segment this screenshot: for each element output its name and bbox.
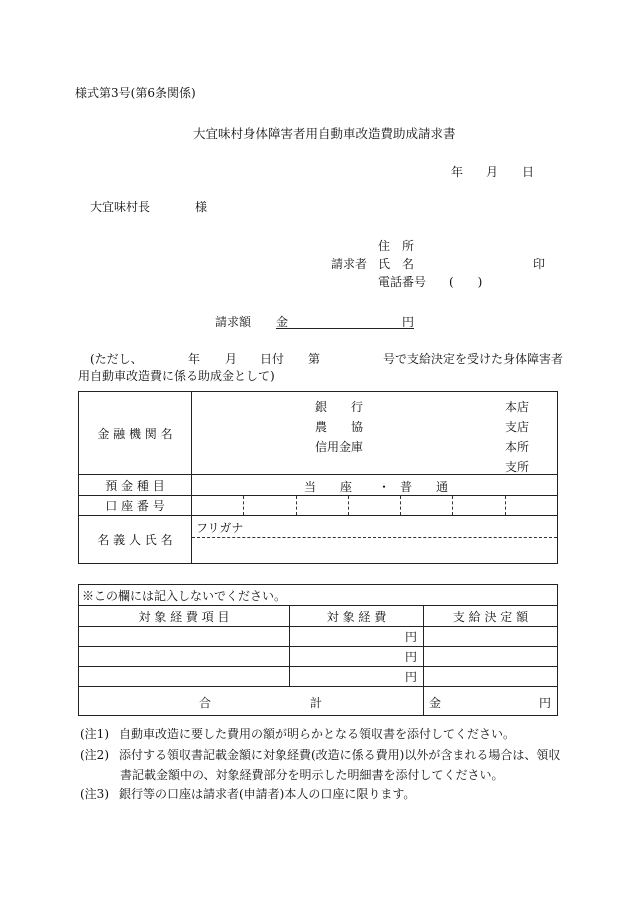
header-expense-item: 対 象 経 費 項 目 (79, 606, 290, 627)
table-row (79, 627, 558, 647)
deposit-type-label: 預 金 種 目 (79, 475, 192, 496)
institution-field[interactable] (192, 392, 558, 475)
seal-mark: 印 (533, 257, 546, 271)
account-number-label: 口 座 番 号 (79, 496, 192, 516)
expense-amount-cell[interactable]: 円 (290, 627, 424, 647)
bank-account-table (78, 391, 558, 564)
proviso-day-dated: 日付 (260, 352, 285, 366)
phone-label: 電話番号 (378, 275, 427, 289)
office-use-table (78, 584, 558, 716)
account-number-field[interactable] (192, 496, 558, 516)
note-3 (80, 784, 415, 804)
note-1 (80, 724, 515, 744)
proviso-line2: 用自動車改造費に係る助成金として) (78, 369, 275, 383)
office-use-notice: ※この欄には記入しないでください。 (79, 585, 558, 606)
deposit-type-dot: ・ (378, 480, 391, 494)
form-title: 大宜味村身体障害者用自動車改造費助成請求書 (193, 126, 456, 141)
note-1-mark: (注1) (80, 727, 109, 741)
branch-type-shisho: 支所 (505, 460, 530, 474)
date-month-label: 月 (486, 165, 499, 179)
expense-amount-cell[interactable]: 円 (290, 667, 424, 687)
institution-type-ja: 農 協 (315, 420, 364, 434)
note-2 (80, 745, 560, 765)
furigana-label: フリガナ (196, 521, 244, 535)
institution-type-bank: 銀 行 (315, 400, 364, 414)
proviso-rest: 号で支給決定を受けた身体障害者 (383, 352, 564, 366)
amount-suffix: 円 (401, 315, 414, 329)
furigana-divider (192, 537, 557, 538)
name-label: 氏 名 (378, 257, 415, 271)
proviso-open: (ただし、 (90, 352, 143, 366)
account-digit-box[interactable] (349, 496, 401, 515)
expense-item-cell[interactable] (79, 647, 290, 667)
table-row (79, 667, 558, 687)
expense-item-cell[interactable] (79, 627, 290, 647)
holder-name-label: 名 義 人 氏 名 (79, 516, 192, 564)
account-digit-box[interactable] (506, 496, 557, 515)
institution-types (315, 397, 363, 457)
proviso-year: 年 (188, 352, 201, 366)
holder-name-field[interactable] (192, 516, 558, 564)
addressee-name: 大宜味村長 (90, 200, 151, 214)
account-digit-boxes (192, 496, 557, 515)
header-decision-amount: 支 給 決 定 額 (424, 606, 558, 627)
header-expense-amount: 対 象 経 費 (290, 606, 424, 627)
date-day-label: 日 (522, 165, 535, 179)
total-amount-cell[interactable] (424, 687, 558, 716)
amount-field[interactable] (276, 313, 414, 329)
deposit-type-ordinary[interactable]: 普 通 (400, 480, 449, 494)
expense-amount-cell[interactable]: 円 (290, 647, 424, 667)
branch-type-honsho: 本所 (505, 440, 530, 454)
note-3-mark: (注3) (80, 787, 109, 801)
phone-parens: ( ) (449, 275, 483, 289)
account-digit-box[interactable] (401, 496, 453, 515)
amount-prefix: 金 (276, 315, 289, 329)
total-suffix: 円 (538, 696, 551, 710)
note-3-text: 銀行等の口座は請求者(申請者)本人の口座に限ります。 (119, 787, 416, 801)
total-label-2: 計 (310, 696, 323, 710)
total-label-1: 合 (199, 696, 212, 710)
proviso-month: 月 (225, 352, 238, 366)
total-label-cell (79, 687, 424, 716)
total-prefix: 金 (429, 696, 442, 710)
institution-label: 金 融 機 関 名 (79, 392, 192, 475)
note-2-text: 添付する領収書記載金額に対象経費(改造に係る費用)以外が含まれる場合は、領収 (119, 748, 561, 762)
note-2-mark: (注2) (80, 748, 109, 762)
branch-type-shiten: 支店 (505, 420, 530, 434)
form-number: 様式第3号(第6条関係) (75, 86, 196, 100)
branch-type-honten: 本店 (505, 400, 530, 414)
address-label: 住 所 (378, 239, 415, 253)
note-1-text: 自動車改造に要した費用の額が明らかとなる領収書を添付してください。 (119, 727, 516, 741)
branch-types (505, 397, 529, 477)
expense-item-cell[interactable] (79, 667, 290, 687)
account-digit-box[interactable] (192, 496, 244, 515)
decision-amount-cell[interactable] (424, 627, 558, 647)
addressee-honorific: 様 (195, 200, 208, 214)
claimant-label: 請求者 (331, 257, 368, 271)
institution-type-shinkin: 信用金庫 (315, 440, 364, 454)
decision-amount-cell[interactable] (424, 667, 558, 687)
deposit-type-current[interactable]: 当 座 (304, 480, 353, 494)
account-digit-box[interactable] (297, 496, 349, 515)
note-2-continued: 書記載金額中の、対象経費部分を明示した明細書を添付してください。 (120, 768, 504, 782)
account-digit-box[interactable] (244, 496, 296, 515)
deposit-type-field[interactable] (192, 475, 558, 496)
proviso-ordinal: 第 (308, 352, 321, 366)
table-row (79, 647, 558, 667)
date-year-label: 年 (451, 165, 464, 179)
amount-label: 請求額 (215, 315, 252, 329)
account-digit-box[interactable] (453, 496, 505, 515)
decision-amount-cell[interactable] (424, 647, 558, 667)
